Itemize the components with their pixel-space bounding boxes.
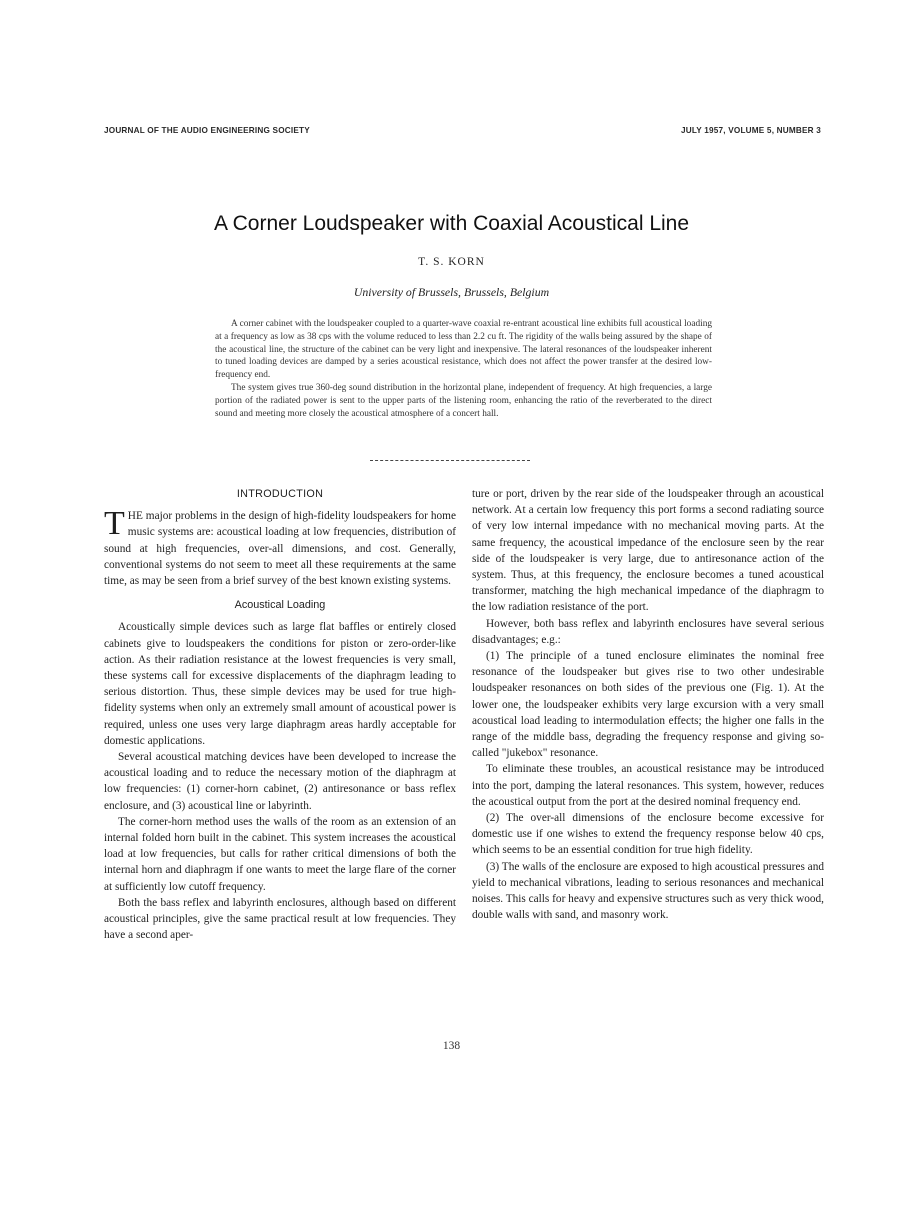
body-paragraph: (3) The walls of the enclosure are exposed to high acoustical pressures and yield to mechanical vibrations, leading to serious resonances and mechanical noises. This calls for heavy and expensive structures such as very thick wood, double walls with sand, and masonry work. [472,860,824,922]
body-paragraph: (2) The over-all dimensions of the enclosure become excessive for domestic use if one wishes to extend the frequency response below 40 cps, which seems to be an essential condition for true high fidelity. [472,812,824,857]
intro-text: HE major problems in the design of high-fidelity loudspeakers for home music systems are: acoustical loading at low frequencies, distribution of sound at high frequencies, over-all dimensions, and cost. Generally, conventional systems do not seem to meet all these requirements at the same time, as may be seen from a brief survey of the best known existing systems. [104,510,456,588]
body-paragraph: ture or port, driven by the rear side of the loudspeaker through an acoustical network. At a certain low frequency this port forms a second radiating source of very low internal impedance with no mechanical moving parts. At the same frequency, the acoustical impedance of the enclosure seen by the rear side of the loudspeaker is very large, due to antiresonance action of the system. Thus, at this frequency, the enclosure becomes a tuned acoustical transformer, matching the high mechanical impedance of the diaphragm to the low radiation resistance of the port. [472,488,824,614]
drop-cap: T [104,505,125,543]
abstract-paragraph: The system gives true 360-deg sound distribution in the horizontal plane, independent of frequency. At high frequencies, a large portion of the radiated power is sent to the upper parts of the listening room, enhancing the ratio of the reverberated to the direct sound and meeting more closely the acoustical atmosphere of a concert hall. [215,382,712,419]
section-heading-introduction: INTRODUCTION [236,488,324,500]
page-number: 138 [442,1040,461,1052]
right-column [472,486,824,923]
running-head-issue: JULY 1957, VOLUME 5, NUMBER 3 [680,126,821,135]
abstract-paragraph: A corner cabinet with the loudspeaker coupled to a quarter-wave coaxial re-entrant acoustical line exhibits full acoustical loading at a frequency as low as 38 cps with the volume reduced to less than 2.2 cu ft. The rigidity of the walls being assured by the shape of the acoustical line, the structure of the cabinet can be very light and inexpensive. The lateral resonances of the loudspeaker inherent to tuned loading devices are damped by a series acoustical resistance, which does not affect the power transfer at the desired low-frequency end. [215,319,712,381]
section-separator [370,460,530,461]
left-column [104,486,456,943]
paper-title: A Corner Loudspeaker with Coaxial Acoustical Line [213,212,690,235]
body-paragraph: However, both bass reflex and labyrinth enclosures have several serious disadvantages; e.g.: [472,617,824,646]
body-paragraph: Several acoustical matching devices have been developed to increase the acoustical loading and to reduce the necessary motion of the diaphragm at low frequencies: (1) corner-horn cabinet, (2) antiresonance or bass reflex enclosure, and (3) acoustical line or labyrinth. [104,751,456,812]
body-paragraph: Both the bass reflex and labyrinth enclosures, although based on different acoustical principles, give the same practical result at low frequencies. They have a second aper- [104,896,456,942]
body-paragraph: The corner-horn method uses the walls of the room as an extension of an internal folded horn built in the cabinet. This system increases the acoustical load at low frequencies, but calls for rather critical dimensions of both the internal horn and diaphragm if one wants to meet the large flare of the corner at sufficiently low cutoff frequency. [104,815,456,893]
abstract [215,318,712,420]
affiliation: University of Brussels, Brussels, Belgium [353,285,550,299]
body-paragraph: To eliminate these troubles, an acoustical resistance may be introduced into the port, damping the lateral resonances. This system, however, reduces the acoustical output from the port at the desired nominal frequency end. [472,763,824,808]
running-head-journal: JOURNAL OF THE AUDIO ENGINEERING SOCIETY [104,126,310,135]
body-paragraph: (1) The principle of a tuned enclosure eliminates the nominal free resonance of the loudspeaker but gives rise to two other undesirable loudspeaker resonances on both sides of the previous one (Fig. 1). At the lower one, the loudspeaker exhibits very large excursion with a very small acoustical load leading to intermodulation effects; the higher one falls in the range of the middle bass, degrading the frequency response and giving so-called "jukebox" resonance. [472,650,824,760]
author: T. S. KORN [418,256,485,268]
body-paragraph: Acoustically simple devices such as large flat baffles or entirely closed cabinets give to loudspeakers the conditions for piston or zero-order-like action. As their radiation resistance at the lowest frequencies is very small, these systems call for excessive displacements of the diaphragm leading to serious distortion. Thus, these simple devices may be used for true high-fidelity systems when only an extremely small amount of acoustical power is required, unless one uses very large diaphragm areas hardly acceptable for domestic applications. [104,621,456,747]
subsection-heading-acoustical-loading: Acoustical Loading [234,599,326,612]
intro-paragraph [104,505,456,589]
